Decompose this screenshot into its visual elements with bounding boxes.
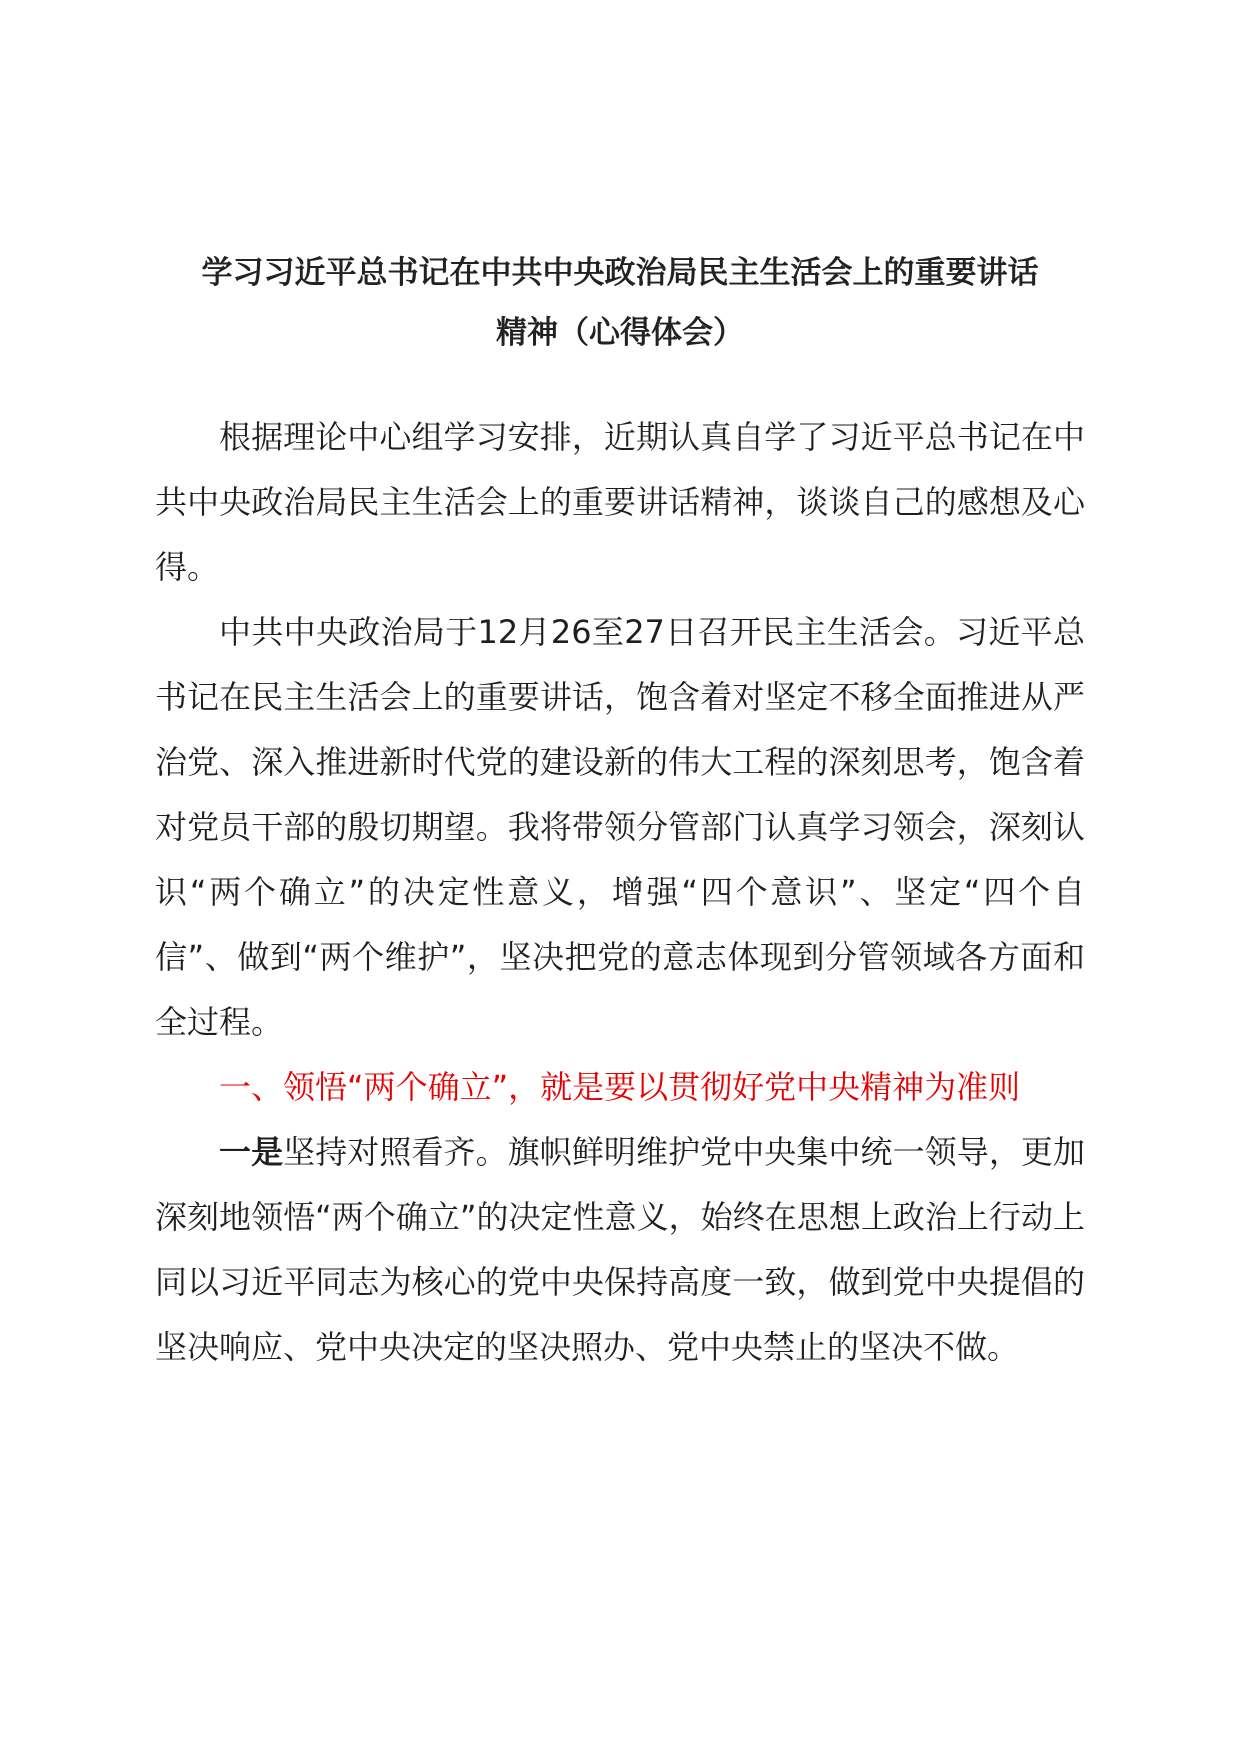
section-heading-1: 一、领悟“两个确立”，就是要以贯彻好党中央精神为准则 (219, 1068, 1021, 1106)
intro-paragraph: 根据理论中心组学习安排，近期认真自学了习近平总书记在中共中央政治局民主生活会上的重要讲话精神，谈谈自己的感想及心得。 (155, 418, 1085, 586)
section-1-lead: 一是 (219, 1133, 284, 1171)
title-line-1: 学习习近平总书记在中共中央政治局民主生活会上的重要讲话 (201, 255, 1039, 291)
section-1-text: 坚持对照看齐。旗帜鲜明维护党中央集中统一领导，更加深刻地领悟“两个确立”的决定性意义，始终在思想上政治上行动上同以习近平同志为核心的党中央保持高度一致，做到党中央提倡的坚决响应、党中央决定的坚决照办、党中央禁止的坚决不做。 (155, 1133, 1085, 1366)
document-title (150, 243, 1090, 363)
document-body (155, 405, 1085, 1380)
section-1-paragraph (155, 1120, 1085, 1380)
background-paragraph: 中共中央政治局于12月26至27日召开民主生活会。习近平总书记在民主生活会上的重要讲话，饱含着对坚定不移全面推进从严治党、深入推进新时代党的建设新的伟大工程的深刻思考，饱含着对党员干部的殷切期望。我将带领分管部门认真学习领会，深刻认识“两个确立”的决定性意义，增强“四个意识”、坚定“四个自信”、做到“两个维护”，坚决把党的意志体现到分管领域各方面和全过程。 (155, 613, 1085, 1041)
title-line-2: 精神（心得体会） (496, 315, 744, 351)
